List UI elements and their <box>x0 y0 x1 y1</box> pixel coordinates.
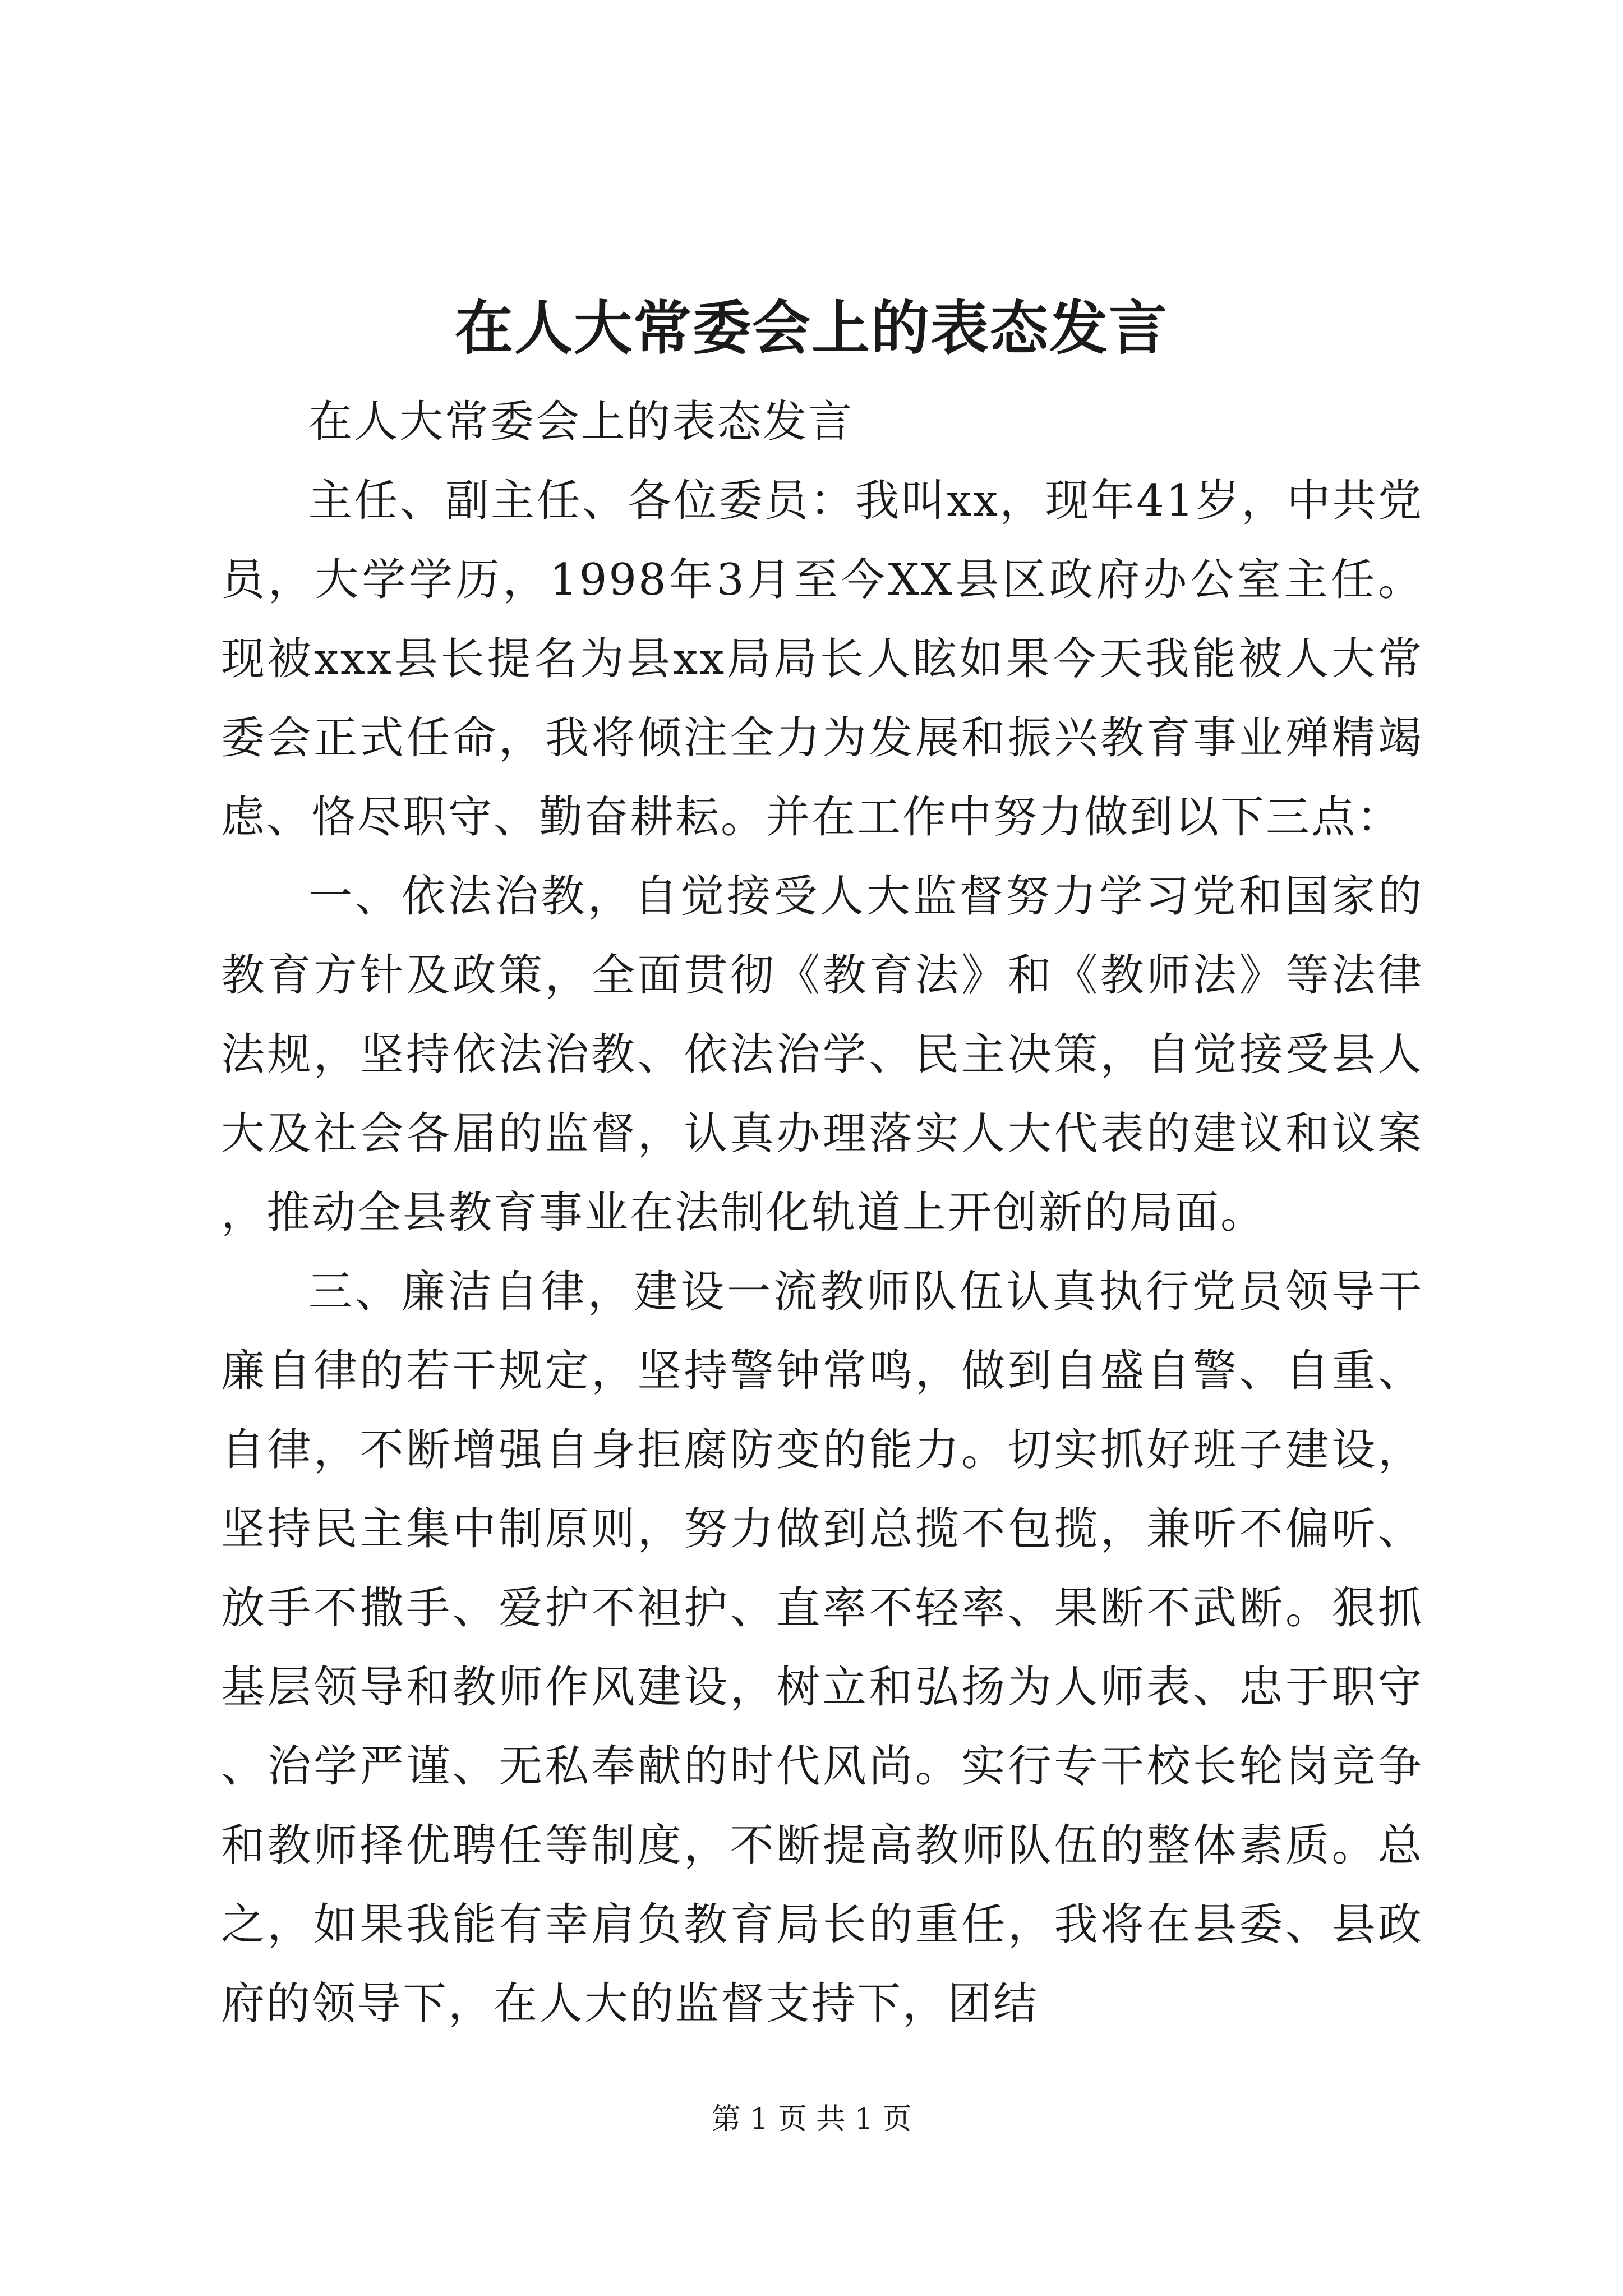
subtitle-paragraph: 在人大常委会上的表态发言 <box>308 397 854 447</box>
page-number-footer: 第 1 页 共 1 页 <box>711 2102 912 2136</box>
document-title: 在人大常委会上的表态发言 <box>454 293 1168 362</box>
document-body <box>221 383 1423 2044</box>
point-three-paragraph: 三、廉洁自律，建设一流教师队伍认真执行党员领导干廉自律的若干规定，坚持警钟常鸣，做到自盛自警、自重、自律，不断增强自身拒腐防变的能力。切实抓好班子建设，坚持民主集中制原则，努力做到总揽不包揽，兼听不偏听、放手不撒手、爱护不袒护、直率不轻率、果断不武断。狠抓基层领导和教师作风建设，树立和弘扬为人师表、忠于职守、治学严谨、无私奉献的时代风尚。实行专干校长轮岗竞争和教师择优聘任等制度，不断提高教师队伍的整体素质。总之，如果我能有幸肩负教育局长的重任，我将在县委、县政府的领导下，在人大的监督支持下，团结 <box>221 1267 1423 2029</box>
point-one-paragraph: 一、依法治教，自觉接受人大监督努力学习党和国家的教育方针及政策，全面贯彻《教育法》和《教师法》等法律法规，坚持依法治教、依法治学、民主决策，自觉接受县人大及社会各届的监督，认真办理落实人大代表的建议和议案，推动全县教育事业在法制化轨道上开创新的局面。 <box>221 871 1423 1238</box>
intro-paragraph: 主任、副主任、各位委员：我叫xx，现年41岁，中共党员，大学学历，1998年3月至今XX县区政府办公室主任。现被xxx县长提名为县xx局局长人眩如果今天我能被人大常委会正式任命，我将倾注全力为发展和振兴教育事业殚精竭虑、恪尽职守、勤奋耕耘。并在工作中努力做到以下三点： <box>221 476 1423 843</box>
